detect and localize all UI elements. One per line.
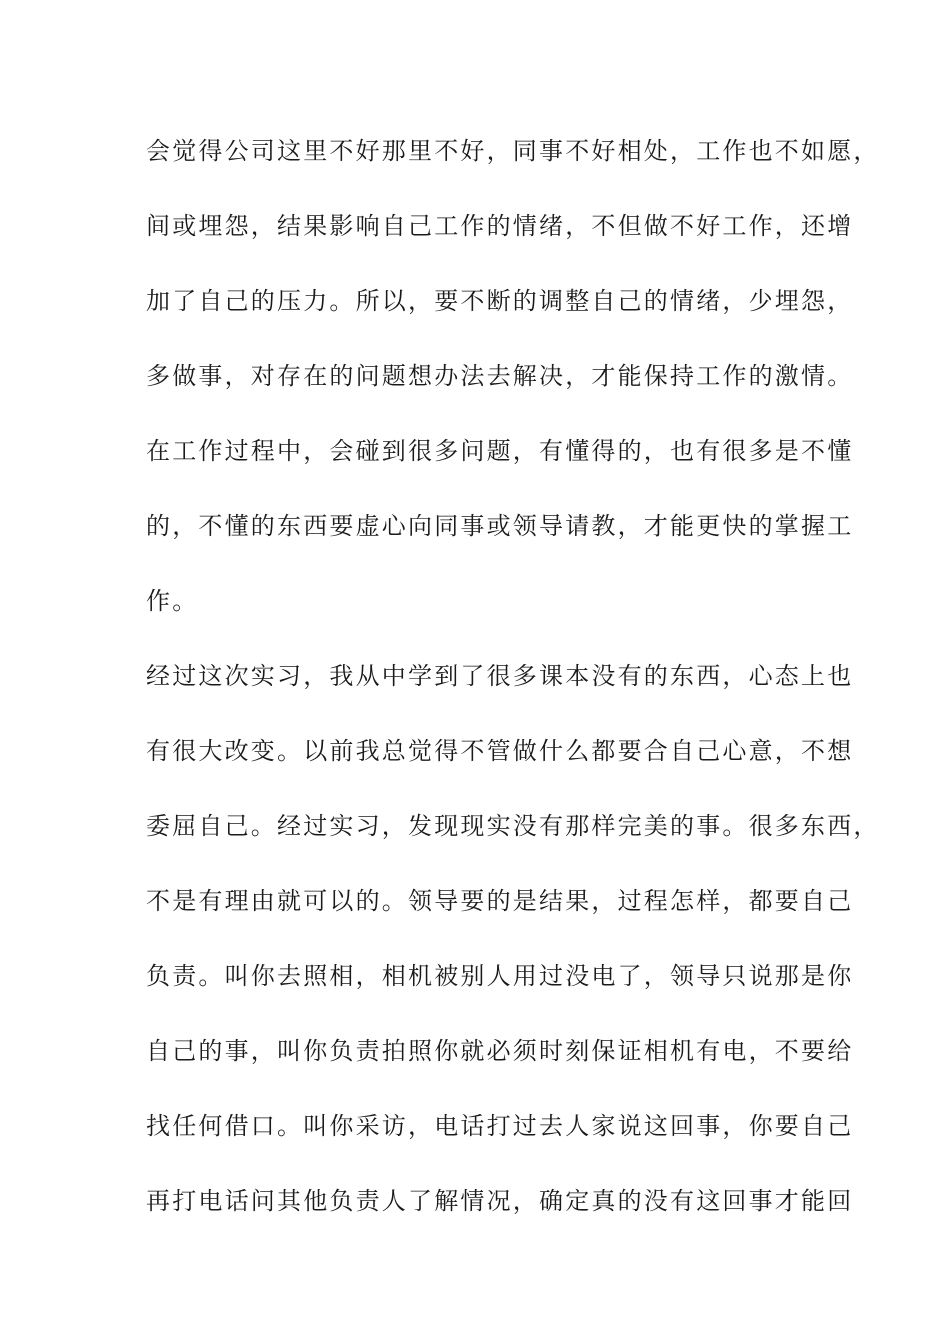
text-line: 经过这次实习，我从中学到了很多课本没有的东西，心态上也 (146, 662, 854, 690)
text-line: 作。 (146, 587, 199, 615)
text-line: 会觉得公司这里不好那里不好，同事不好相处，工作也不如愿， (146, 137, 880, 165)
text-line: 自己的事，叫你负责拍照你就必须时刻保证相机有电，不要给 (146, 1037, 854, 1065)
body-text (146, 126, 880, 1251)
text-line: 再打电话问其他负责人了解情况，确定真的没有这回事才能回 (146, 1187, 854, 1215)
text-line: 不是有理由就可以的。领导要的是结果，过程怎样，都要自己 (146, 887, 854, 915)
text-line: 有很大改变。以前我总觉得不管做什么都要合自己心意，不想 (146, 737, 854, 765)
text-line: 多做事，对存在的问题想办法去解决，才能保持工作的激情。 (146, 362, 854, 390)
text-line: 在工作过程中，会碰到很多问题，有懂得的，也有很多是不懂 (146, 437, 854, 465)
text-line: 负责。叫你去照相，相机被别人用过没电了，领导只说那是你 (146, 962, 854, 990)
text-line: 间或埋怨，结果影响自己工作的情绪，不但做不好工作，还增 (146, 212, 854, 240)
text-line: 的，不懂的东西要虚心向同事或领导请教，才能更快的掌握工 (146, 512, 854, 540)
text-line: 委屈自己。经过实习，发现现实没有那样完美的事。很多东西， (146, 812, 880, 840)
text-line: 找任何借口。叫你采访，电话打过去人家说这回事，你要自己 (146, 1112, 854, 1140)
text-line: 加了自己的压力。所以，要不断的调整自己的情绪，少埋怨， (146, 287, 854, 315)
